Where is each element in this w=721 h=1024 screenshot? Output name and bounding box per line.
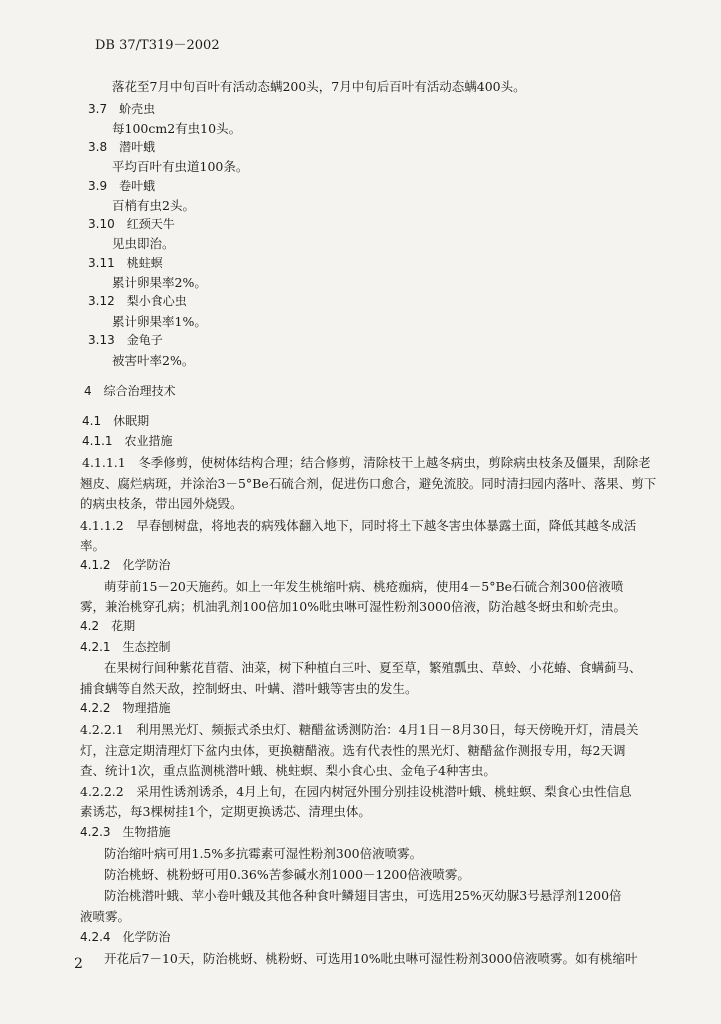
body-line: 萌芽前15－20天施药。如上一年发生桃缩叶病、桃疮痂病，使用4－5°Be石硫合剂300倍液喷 [104, 579, 624, 594]
body-line: 见虫即治。 [112, 236, 175, 251]
section-heading: 3.11 桃蛀螟 [88, 256, 163, 270]
body-line: 灯，注意定期清理灯下盆内虫体，更换糖醋液。选有代表性的黑光灯、糖醋盆作测报专用，每2天调 [80, 743, 626, 758]
body-line: 捕食螨等自然天敌，控制蚜虫、叶螨、潜叶蛾等害虫的发生。 [80, 681, 418, 696]
body-line: 累计卵果率1%。 [112, 314, 207, 329]
body-line: 4.2.2.2 采用性诱剂诱杀，4月上旬，在园内树冠外围分别挂设桃潜叶蛾、桃蛀螟、梨食心虫性信息 [80, 784, 632, 799]
body-line: 素诱芯，每3棵树挂1个，定期更换诱芯、清理虫体。 [80, 804, 371, 819]
body-line: 液喷雾。 [80, 909, 131, 924]
section-heading: 3.9 卷叶蛾 [88, 179, 156, 193]
section-heading: 4.1.1 农业措施 [82, 434, 173, 448]
body-line: 率。 [80, 538, 106, 553]
body-line: 被害叶率2%。 [112, 353, 195, 368]
section-heading: 4.2.1 生态控制 [80, 640, 171, 654]
body-line: 防治桃潜叶蛾、苹小卷叶蛾及其他各种食叶鳞翅目害虫，可选用25%灭幼脲3号悬浮剂1200倍 [104, 888, 622, 903]
section-heading: 3.7 蚧壳虫 [88, 102, 156, 116]
section-heading: 4.2.4 化学防治 [80, 930, 171, 944]
body-line: 百梢有虫2头。 [112, 198, 195, 213]
page-number: 2 [74, 956, 83, 972]
body-line: 查、统计1次，重点监测桃潜叶蛾、桃蛀螟、梨小食心虫、金龟子4种害虫。 [80, 763, 496, 778]
body-line: 4.1.1.2 早春刨树盘，将地表的病残体翻入地下，同时将土下越冬害虫体暴露土面，降低其越冬成活 [80, 518, 637, 533]
doc-code-header: DB 37/T319－2002 [95, 38, 220, 53]
body-line: 防治桃蚜、桃粉蚜可用0.36%苦参碱水剂1000－1200倍液喷雾。 [104, 867, 470, 882]
section-heading: 3.13 金龟子 [88, 333, 163, 347]
body-line: 防治缩叶病可用1.5%多抗霉素可湿性粉剂300倍液喷雾。 [104, 846, 423, 861]
section-heading: 3.12 梨小食心虫 [88, 294, 187, 308]
body-line: 4.2.2.1 利用黑光灯、频振式杀虫灯、糖醋盆诱测防治：4月1日－8月30日，每天傍晚开灯，清晨关 [80, 722, 639, 737]
section-heading: 3.8 潜叶蛾 [88, 140, 156, 154]
body-line: 翘皮、腐烂病斑，并涂治3－5°Be石硫合剂，促进伤口愈合，避免流胶。同时清扫园内落叶、落果、剪下 [80, 476, 657, 491]
section-heading: 4.2.3 生物措施 [80, 825, 171, 839]
section-heading: 3.10 红颈天牛 [88, 217, 175, 231]
body-line: 每100cm2有虫10头。 [112, 121, 242, 136]
section-heading: 4.1 休眠期 [82, 414, 150, 428]
body-line: 开花后7－10天，防治桃蚜、桃粉蚜、可选用10%吡虫啉可湿性粉剂3000倍液喷雾。如有桃缩叶 [104, 951, 638, 966]
body-line: 累计卵果率2%。 [112, 275, 207, 290]
chapter-heading: 4 综合治理技术 [84, 384, 176, 398]
body-line: 落花至7月中旬百叶有活动态螨200头，7月中旬后百叶有活动态螨400头。 [112, 79, 526, 94]
section-heading: 4.2 花期 [80, 619, 136, 633]
body-line: 在果树行间种紫花苜蓿、油菜，树下种植白三叶、夏至草，繁殖瓢虫、草蛉、小花蝽、食螨蓟马、 [104, 660, 642, 675]
body-line: 的病虫枝条，带出园外烧毁。 [80, 496, 243, 511]
body-line: 4.1.1.1 冬季修剪，使树体结构合理；结合修剪，清除枝干上越冬病虫，剪除病虫枝条及僵果，刮除老 [82, 455, 651, 470]
section-heading: 4.1.2 化学防治 [80, 558, 171, 572]
section-heading: 4.2.2 物理措施 [80, 701, 171, 715]
body-line: 平均百叶有虫道100条。 [112, 159, 249, 174]
body-line: 雾，兼治桃穿孔病；机油乳剂100倍加10%吡虫啉可湿性粉剂3000倍液，防治越冬蚜虫和蚧壳虫。 [80, 599, 626, 614]
